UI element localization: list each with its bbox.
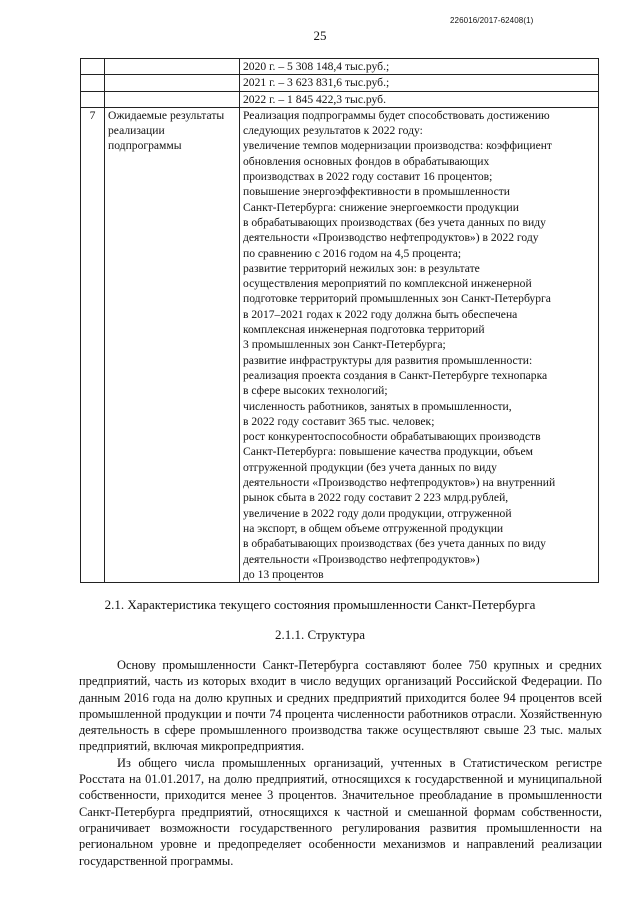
value-line: на экспорт, в общем объеме отгруженной продукции	[243, 521, 504, 535]
value-line: деятельности «Производство нефтепродуктов») в 2022 году	[243, 231, 539, 245]
value-line: развитие инфраструктуры для развития промышленности:	[243, 353, 533, 367]
table-row	[81, 59, 599, 75]
page-number: 25	[313, 28, 327, 43]
value-line: по сравнению с 2016 годом на 4,5 процента;	[243, 246, 462, 260]
subsection-heading: 2.1.1. Структура	[274, 627, 366, 642]
value-line: деятельности «Производство нефтепродуктов») на внутренний	[243, 476, 556, 490]
row-label	[105, 75, 240, 91]
row-label	[105, 59, 240, 75]
value-line: в сфере высоких технологий;	[243, 384, 388, 398]
value-line: комплексная инженерная подготовка территорий	[243, 323, 485, 337]
value-line: увеличение темпов модернизации производства: коэффициент	[243, 139, 552, 153]
row-value	[240, 91, 599, 107]
value-line: деятельности «Производство нефтепродуктов»)	[243, 552, 480, 566]
value-line: в обрабатывающих производствах (без учета данных по виду	[243, 537, 546, 551]
value-line: отгруженной продукции (без учета данных по виду	[243, 460, 497, 474]
body-text	[79, 657, 602, 869]
value-line: до 13 процентов	[243, 567, 324, 581]
table-row	[81, 107, 599, 582]
value-line: 2021 г. – 3 623 831,6 тыс.руб.;	[243, 76, 390, 90]
value-line: производствах в 2022 году составит 16 процентов;	[243, 170, 493, 184]
section-heading: 2.1. Характеристика текущего состояния промышленности Санкт-Петербурга	[104, 597, 536, 612]
value-line: повышение энергоэффективности в промышленности	[243, 185, 511, 199]
row-value	[240, 75, 599, 91]
value-line: подготовке территорий промышленных зон Санкт-Петербурга	[243, 292, 551, 306]
value-line: 2020 г. – 5 308 148,4 тыс.руб.;	[243, 60, 390, 73]
table-row	[81, 91, 599, 107]
value-line: реализация проекта создания в Санкт-Петербурге технопарка	[243, 368, 548, 382]
paragraph: Из общего числа промышленных организаций, учтенных в Статистическом регистре Росстата на 01.01.2017, на долю предприятий, относящихся к государственной и муниципальной собственности, приходится менее 3 процентов. Значительное преобладание в промышленности Санкт-Петербурга предприятий, относящихся к частной и смешанной формам собственности, ограничивает возможности государственного регулирования развития промышленности на региональном уровне и предопределяет особенности механизмов и направлений реализации государственной программы.	[79, 755, 602, 868]
table-row	[81, 75, 599, 91]
row-number	[81, 91, 105, 107]
value-line: развитие территорий нежилых зон: в результате	[243, 261, 480, 275]
row-label	[105, 91, 240, 107]
row-value	[240, 59, 599, 75]
value-line: осуществления мероприятий по комплексной инженерной	[243, 277, 532, 291]
value-line: в 2022 году составит 365 тыс. человек;	[243, 414, 435, 428]
value-line: Санкт-Петербурга: снижение энергоемкости продукции	[243, 200, 519, 214]
value-line: увеличение в 2022 году доли продукции, отгруженной	[243, 506, 512, 520]
value-line: рост конкурентоспособности обрабатывающих производств	[243, 430, 541, 444]
value-line: рынок сбыта в 2022 году составит 2 223 млрд.рублей,	[243, 491, 509, 505]
paragraph: Основу промышленности Санкт-Петербурга составляют более 750 крупных и средних предприятий, часть из которых входит в число ведущих организаций Российской Федерации. По данным 2016 года на долю крупных и средних предприятий приходится более 94 процентов всей промышленной продукции и почти 74 процента численности работников отрасли. Хозяйственную деятельность в сфере промышленного производства также осуществляют свыше 23 тыс. малых предприятий, включая микропредприятия.	[79, 658, 602, 754]
value-line: Реализация подпрограммы будет способствовать достижению	[243, 108, 550, 122]
row-number	[81, 75, 105, 91]
row-value	[240, 107, 599, 582]
value-line: в 2017–2021 годах к 2022 году должна быть обеспечена	[243, 307, 518, 321]
value-line: следующих результатов к 2022 году:	[243, 124, 423, 138]
value-line: в обрабатывающих производствах (без учета данных по виду	[243, 215, 546, 229]
row-number: 7	[81, 107, 105, 582]
row-number	[81, 59, 105, 75]
document-id: 226016/2017-62408(1)	[450, 16, 534, 25]
value-line: обновления основных фондов в обрабатывающих	[243, 154, 490, 168]
row-label: Ожидаемые результаты реализации подпрограммы	[105, 107, 240, 582]
program-specs-table	[80, 58, 599, 583]
value-line: численность работников, занятых в промышленности,	[243, 399, 512, 413]
value-line: 3 промышленных зон Санкт-Петербурга;	[243, 338, 446, 352]
value-line: 2022 г. – 1 845 422,3 тыс.руб.	[243, 92, 386, 106]
value-line: Санкт-Петербурга: повышение качества продукции, объем	[243, 445, 533, 459]
